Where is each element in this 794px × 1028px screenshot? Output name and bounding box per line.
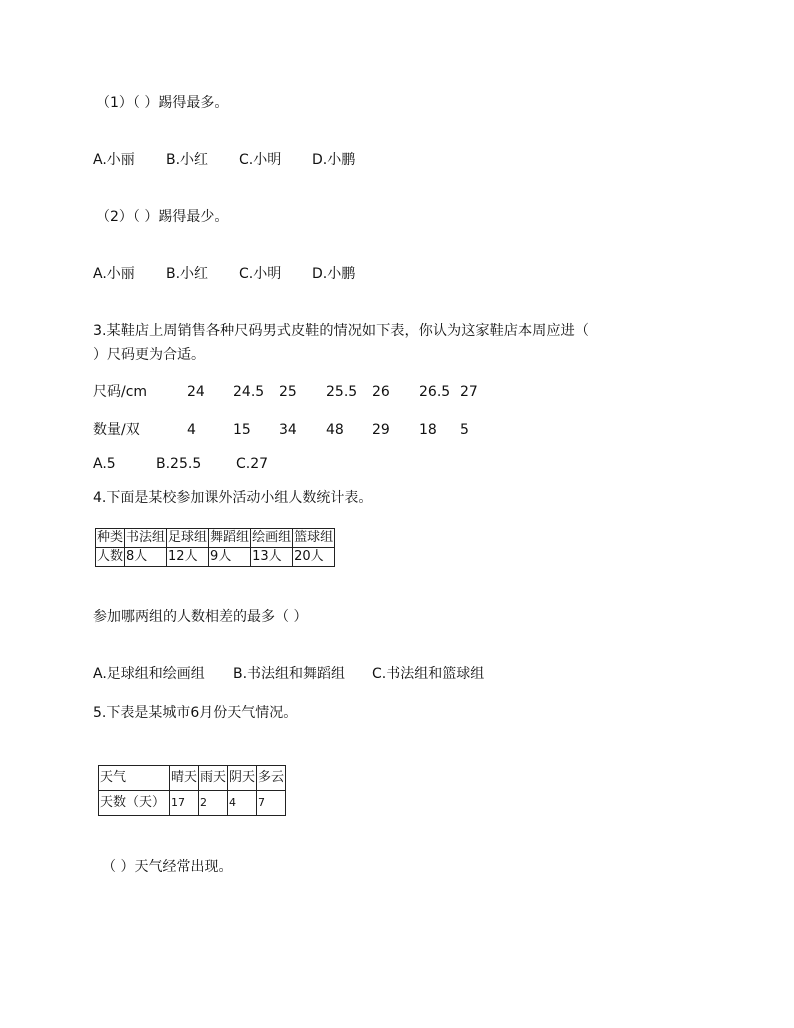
qty-value: 5 <box>460 422 469 438</box>
q-sub1-stem: （1）（ ）踢得最多。 <box>96 95 229 111</box>
option-c[interactable]: C.小明 <box>239 152 282 168</box>
table-cell: 天气 <box>99 766 170 791</box>
q4-stem: 4.下面是某校参加课外活动小组人数统计表。 <box>93 490 373 506</box>
q-sub2-stem: （2）（ ）踢得最少。 <box>96 209 229 225</box>
table-cell: 多云 <box>257 766 286 791</box>
option-c[interactable]: C.书法组和篮球组 <box>372 666 485 682</box>
size-value: 24 <box>187 384 205 400</box>
q3-options <box>93 455 268 473</box>
q5-question: （ ）天气经常出现。 <box>102 859 233 875</box>
table-row <box>99 766 286 791</box>
q-sub2-options <box>93 265 355 283</box>
table-cell: 篮球组 <box>293 529 335 548</box>
option-b[interactable]: B.小红 <box>166 266 209 282</box>
qty-value: 48 <box>326 422 344 438</box>
table-row <box>99 791 286 816</box>
activity-group-table <box>95 528 335 567</box>
size-label: 尺码/cm <box>93 384 148 400</box>
q3-stem-line1: 3.某鞋店上周销售各种尺码男式皮鞋的情况如下表，你认为这家鞋店本周应进（ <box>93 323 589 339</box>
table-cell: 阴天 <box>228 766 257 791</box>
table-row <box>96 529 335 548</box>
size-value: 26 <box>372 384 390 400</box>
table-cell: 13人 <box>251 548 293 567</box>
table-cell: 20人 <box>293 548 335 567</box>
table-cell: 种类 <box>96 529 125 548</box>
q-sub1-options <box>93 151 355 169</box>
q5-stem: 5.下表是某城市6月份天气情况。 <box>93 705 298 721</box>
table-cell: 舞蹈组 <box>209 529 251 548</box>
option-d[interactable]: D.小鹏 <box>312 266 356 282</box>
size-value: 26.5 <box>419 384 451 400</box>
table-row <box>96 548 335 567</box>
q3-qty-row <box>93 421 469 439</box>
option-b[interactable]: B.小红 <box>166 152 209 168</box>
qty-value: 15 <box>233 422 251 438</box>
option-a[interactable]: A.足球组和绘画组 <box>93 666 205 682</box>
table-cell: 17 <box>170 791 199 816</box>
qty-value: 34 <box>279 422 297 438</box>
table-cell: 晴天 <box>170 766 199 791</box>
size-value: 25.5 <box>326 384 358 400</box>
option-a[interactable]: A.5 <box>93 456 116 472</box>
table-cell: 8人 <box>125 548 167 567</box>
table-cell: 9人 <box>209 548 251 567</box>
table-cell: 4 <box>228 791 257 816</box>
option-c[interactable]: C.小明 <box>239 266 282 282</box>
qty-value: 4 <box>187 422 196 438</box>
q4-question: 参加哪两组的人数相差的最多（ ） <box>93 609 308 625</box>
q3-size-row <box>93 383 478 401</box>
table-cell: 足球组 <box>167 529 209 548</box>
qty-value: 18 <box>419 422 437 438</box>
table-cell: 人数 <box>96 548 125 567</box>
table-cell: 雨天 <box>199 766 228 791</box>
q3-stem-line2: ）尺码更为合适。 <box>93 347 205 363</box>
qty-label: 数量/双 <box>93 422 140 438</box>
option-a[interactable]: A.小丽 <box>93 152 135 168</box>
option-b[interactable]: B.25.5 <box>156 456 202 472</box>
size-value: 24.5 <box>233 384 265 400</box>
table-cell: 2 <box>199 791 228 816</box>
option-c[interactable]: C.27 <box>236 456 269 472</box>
table-cell: 12人 <box>167 548 209 567</box>
size-value: 25 <box>279 384 297 400</box>
table-cell: 天数（天） <box>99 791 170 816</box>
weather-table <box>98 765 286 816</box>
qty-value: 29 <box>372 422 390 438</box>
q4-options <box>93 665 484 683</box>
table-cell: 7 <box>257 791 286 816</box>
table-cell: 绘画组 <box>251 529 293 548</box>
option-b[interactable]: B.书法组和舞蹈组 <box>233 666 346 682</box>
table-cell: 书法组 <box>125 529 167 548</box>
size-value: 27 <box>460 384 478 400</box>
option-d[interactable]: D.小鹏 <box>312 152 356 168</box>
option-a[interactable]: A.小丽 <box>93 266 135 282</box>
